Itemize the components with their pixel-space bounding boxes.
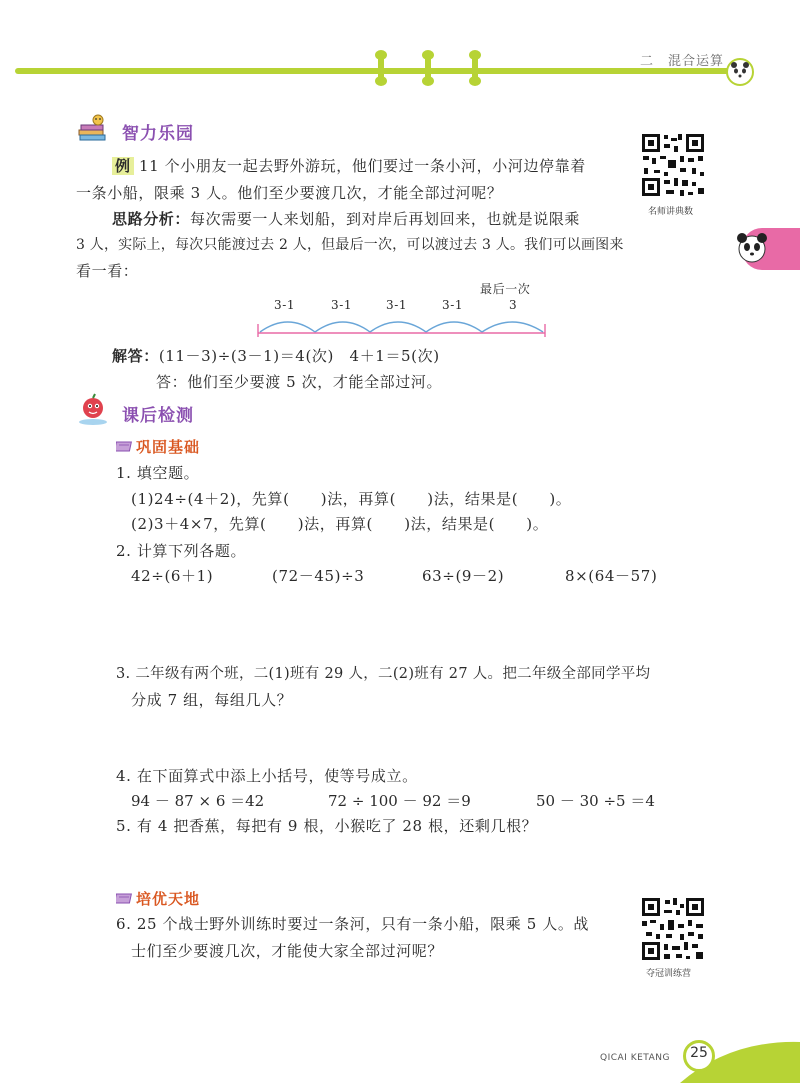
section-icon-mascot bbox=[76, 393, 110, 427]
binder-ring-dot bbox=[422, 76, 434, 86]
example-badge: 例 bbox=[112, 157, 134, 175]
diagram-label-1: 3-1 bbox=[274, 298, 296, 312]
binder-ring-dot bbox=[375, 50, 387, 60]
diagram-label-4: 3-1 bbox=[442, 298, 464, 312]
page-number: 25 bbox=[690, 1045, 708, 1061]
binder-ring-dot bbox=[469, 76, 481, 86]
example-text-1: 11 个小朋友一起去野外游玩，他们要过一条小河，小河边停靠着 bbox=[138, 157, 586, 175]
binder-ring-dot bbox=[469, 50, 481, 60]
q1-part-2: (2)3＋4×7，先算( )法，再算( )法，结果是( )。 bbox=[131, 515, 549, 533]
section-icon-books bbox=[76, 112, 108, 144]
analysis-line-2: 3 人，实际上，每次只能渡过去 2 人，但最后一次，可以渡过去 3 人。我们可以画图来 bbox=[76, 237, 624, 253]
qr-code-2 bbox=[640, 896, 706, 962]
chapter-title: 混合运算 bbox=[668, 54, 725, 69]
q5: 5. 有 4 把香蕉，每把有 9 根，小猴吃了 28 根，还剩几根？ bbox=[116, 817, 538, 835]
q2-item-3: 63÷(9－2) bbox=[422, 567, 505, 585]
solution-line bbox=[112, 345, 440, 366]
diagram-label-2: 3-1 bbox=[331, 298, 353, 312]
binder-ring-dot bbox=[375, 76, 387, 86]
diagram-label-5: 3 bbox=[509, 298, 518, 312]
subsection-icon-1 bbox=[116, 438, 134, 452]
q4-item-3: 50 － 30 ÷5 ＝4 bbox=[536, 792, 655, 810]
solution-label: 解答： bbox=[112, 347, 159, 365]
diagram-label-3: 3-1 bbox=[386, 298, 408, 312]
subsection-title-gonggu: 巩固基础 bbox=[136, 438, 201, 456]
binder-ring-dot bbox=[422, 50, 434, 60]
example-line-1 bbox=[112, 155, 586, 176]
q6-line-1: 6. 25 个战士野外训练时要过一条河，只有一条小船，限乘 5 人。战 bbox=[116, 915, 590, 933]
footer-brand: QICAI KETANG bbox=[600, 1053, 670, 1063]
subsection-icon-2 bbox=[116, 890, 134, 904]
qr-caption-2: 夺冠训练营 bbox=[646, 969, 692, 979]
q4-title: 4. 在下面算式中添上小括号，使等号成立。 bbox=[116, 767, 418, 785]
q6-line-2: 士们至少要渡几次，才能使大家全部过河呢？ bbox=[131, 942, 444, 960]
q4-item-1: 94 － 87 × 6 ＝42 bbox=[131, 792, 265, 810]
q2-item-4: 8×(64－57) bbox=[565, 567, 658, 585]
section-title-kehou: 课后检测 bbox=[122, 406, 194, 426]
solution-text: (11－3)÷(3－1)＝4(次) 4＋1＝5(次) bbox=[158, 347, 440, 365]
diagram-top-label: 最后一次 bbox=[480, 282, 531, 296]
answer-line: 答：他们至少要渡 5 次，才能全部过河。 bbox=[156, 373, 443, 391]
q3-line-2: 分成 7 组，每组几人？ bbox=[131, 691, 293, 709]
q1-part-1: (1)24÷(4＋2)，先算( )法，再算( )法，结果是( )。 bbox=[131, 490, 572, 508]
panda-icon bbox=[734, 230, 770, 266]
panda-logo-icon bbox=[726, 58, 754, 86]
analysis-line-3: 看一看： bbox=[76, 262, 139, 280]
q2-item-2: (72－45)÷3 bbox=[272, 567, 365, 585]
qr-code-1 bbox=[640, 132, 706, 198]
q2-item-1: 42÷(6＋1) bbox=[131, 567, 214, 585]
q3-line-1: 3. 二年级有两个班，二(1)班有 29 人，二(2)班有 27 人。把二年级全部同学平均 bbox=[116, 666, 651, 682]
q1-title: 1. 填空题。 bbox=[116, 464, 200, 482]
example-line-2: 一条小船，限乘 3 人。他们至少要渡几次，才能全部过河呢？ bbox=[76, 184, 503, 202]
subsection-title-peiyou: 培优天地 bbox=[136, 890, 201, 908]
analysis-text-1: 每次需要一人来划船，到对岸后再划回来，也就是说限乘 bbox=[190, 210, 581, 228]
section-title-zhili: 智力乐园 bbox=[122, 124, 194, 144]
chapter-number: 二 bbox=[640, 54, 654, 69]
q2-title: 2. 计算下列各题。 bbox=[116, 542, 247, 560]
crossing-diagram bbox=[255, 310, 550, 338]
analysis-label: 思路分析： bbox=[112, 210, 191, 228]
qr-caption-1: 名师讲典数 bbox=[648, 207, 694, 217]
analysis-line-1 bbox=[112, 208, 580, 229]
q4-item-2: 72 ÷ 100 － 92 ＝9 bbox=[328, 792, 471, 810]
